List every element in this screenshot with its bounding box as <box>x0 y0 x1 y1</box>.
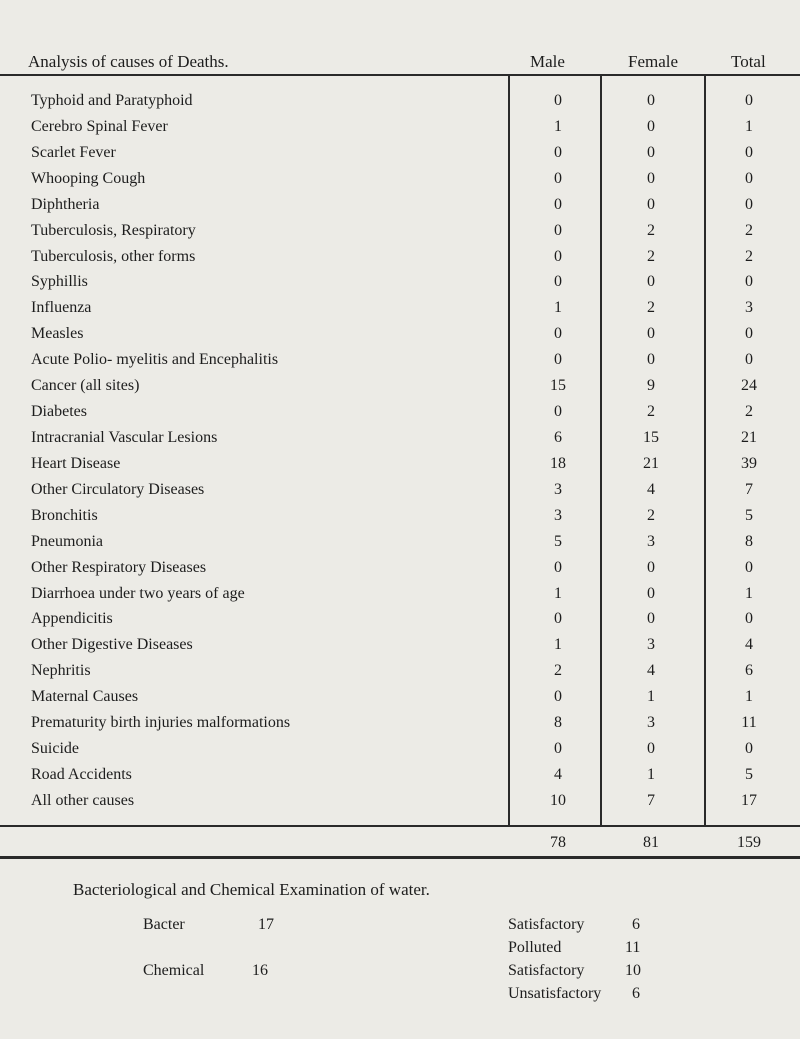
female-count: 2 <box>647 506 655 524</box>
cause-label: Tuberculosis, other forms <box>31 247 196 265</box>
female-count: 0 <box>647 584 655 602</box>
male-count: 0 <box>554 92 562 109</box>
table-row <box>0 533 800 559</box>
cause-label: Other Digestive Diseases <box>31 636 193 654</box>
total-all: 159 <box>737 834 761 851</box>
total-count: 39 <box>741 454 757 472</box>
table-row <box>0 429 800 455</box>
table-row <box>0 273 800 299</box>
table-row <box>0 662 800 688</box>
male-count: 1 <box>554 636 562 654</box>
cause-label: Maternal Causes <box>31 688 139 706</box>
female-count: 0 <box>647 351 655 369</box>
female-count: 2 <box>647 299 655 317</box>
male-count: 0 <box>554 143 562 161</box>
chemical-label: Chemical <box>143 962 205 979</box>
table-row <box>0 248 800 274</box>
total-count: 0 <box>745 325 753 343</box>
total-count: 2 <box>745 221 753 239</box>
table-row <box>0 92 800 118</box>
table-row <box>0 559 800 585</box>
total-count: 7 <box>745 480 753 498</box>
male-count: 3 <box>554 480 562 498</box>
total-female: 81 <box>643 834 659 851</box>
cause-label: Syphillis <box>31 273 88 291</box>
total-count: 0 <box>745 740 753 758</box>
cause-label: Measles <box>31 325 84 343</box>
total-count: 5 <box>745 765 753 783</box>
cause-label: Road Accidents <box>31 765 132 783</box>
male-count: 0 <box>554 351 562 369</box>
cause-label: Tuberculosis, Respiratory <box>31 221 196 239</box>
male-count: 6 <box>554 428 562 446</box>
table-row <box>0 610 800 636</box>
cause-label: Suicide <box>31 740 79 758</box>
result-label: Unsatisfactory <box>508 985 602 1002</box>
cause-label: Prematurity birth injuries malformations <box>31 714 291 732</box>
male-count: 0 <box>554 273 562 291</box>
male-count: 1 <box>554 299 562 317</box>
table-row <box>0 455 800 481</box>
female-count: 0 <box>647 610 655 628</box>
cause-label: Cancer (all sites) <box>31 377 140 395</box>
table-row <box>0 377 800 403</box>
bacter-count: 17 <box>258 916 274 933</box>
table-row <box>0 481 800 507</box>
table-row <box>0 144 800 170</box>
table-row <box>0 196 800 222</box>
female-count: 0 <box>647 117 655 135</box>
result-label: Satisfactory <box>508 962 585 979</box>
cause-label: Diphtheria <box>31 195 100 213</box>
result-count: 6 <box>632 985 640 1002</box>
male-count: 3 <box>554 506 562 524</box>
cause-label: Pneumonia <box>31 532 103 550</box>
total-count: 0 <box>745 169 753 187</box>
total-count: 0 <box>745 610 753 628</box>
column-header-male: Male <box>530 52 565 71</box>
total-count: 8 <box>745 532 753 550</box>
male-count: 0 <box>554 247 562 265</box>
cause-label: Cerebro Spinal Fever <box>31 117 168 135</box>
header-rule <box>0 74 800 76</box>
table-row <box>0 325 800 351</box>
female-count: 7 <box>647 791 655 809</box>
bacter-label: Bacter <box>143 916 185 933</box>
female-count: 0 <box>647 92 655 109</box>
total-count: 1 <box>745 117 753 135</box>
female-count: 3 <box>647 636 655 654</box>
column-header-female: Female <box>628 52 679 71</box>
female-count: 0 <box>647 195 655 213</box>
total-count: 1 <box>745 688 753 706</box>
female-count: 9 <box>647 377 655 395</box>
bottom-rule <box>0 856 800 859</box>
male-count: 2 <box>554 662 562 680</box>
table-row <box>0 766 800 792</box>
male-count: 10 <box>550 791 566 809</box>
cause-label: Typhoid and Paratyphoid <box>31 92 193 109</box>
total-male: 78 <box>550 834 566 851</box>
cause-label: Nephritis <box>31 662 91 680</box>
female-count: 2 <box>647 247 655 265</box>
chemical-count: 16 <box>252 962 268 979</box>
result-count: 11 <box>625 939 641 956</box>
male-count: 15 <box>550 377 566 395</box>
male-count: 18 <box>550 454 566 472</box>
female-count: 21 <box>643 454 659 472</box>
table-row <box>0 714 800 740</box>
female-count: 0 <box>647 740 655 758</box>
cause-label: Other Respiratory Diseases <box>31 558 207 576</box>
table-row <box>0 740 800 766</box>
total-count: 6 <box>745 662 753 680</box>
total-count: 0 <box>745 92 753 109</box>
cause-label: Acute Polio- myelitis and Encephalitis <box>31 351 279 369</box>
male-count: 0 <box>554 740 562 758</box>
total-count: 0 <box>745 558 753 576</box>
table-row <box>0 403 800 429</box>
result-count: 6 <box>632 916 640 933</box>
cause-label: Diabetes <box>31 403 87 421</box>
male-count: 1 <box>554 584 562 602</box>
male-count: 0 <box>554 221 562 239</box>
total-count: 24 <box>741 377 757 395</box>
total-count: 17 <box>741 791 757 809</box>
male-count: 0 <box>554 688 562 706</box>
column-header-total: Total <box>731 52 766 71</box>
male-count: 0 <box>554 195 562 213</box>
male-count: 0 <box>554 403 562 421</box>
table-title: Analysis of causes of Deaths. <box>28 52 229 71</box>
table-row <box>0 170 800 196</box>
cause-label: Whooping Cough <box>31 169 146 187</box>
female-count: 0 <box>647 169 655 187</box>
table-row <box>0 118 800 144</box>
table-row <box>0 351 800 377</box>
result-label: Polluted <box>508 939 562 956</box>
cause-label: Other Circulatory Diseases <box>31 480 205 498</box>
result-label: Satisfactory <box>508 916 585 933</box>
total-count: 0 <box>745 273 753 291</box>
total-count: 0 <box>745 195 753 213</box>
total-count: 1 <box>745 584 753 602</box>
female-count: 1 <box>647 765 655 783</box>
total-count: 11 <box>741 714 757 732</box>
table-row <box>0 688 800 714</box>
male-count: 5 <box>554 532 562 550</box>
total-count: 3 <box>745 299 753 317</box>
total-count: 5 <box>745 506 753 524</box>
total-count: 0 <box>745 351 753 369</box>
cause-label: Intracranial Vascular Lesions <box>31 428 218 446</box>
female-count: 2 <box>647 221 655 239</box>
female-count: 0 <box>647 325 655 343</box>
female-count: 0 <box>647 273 655 291</box>
totals-rule <box>0 825 800 827</box>
total-count: 2 <box>745 247 753 265</box>
male-count: 0 <box>554 169 562 187</box>
female-count: 0 <box>647 558 655 576</box>
female-count: 0 <box>647 143 655 161</box>
male-count: 0 <box>554 610 562 628</box>
table-row <box>0 507 800 533</box>
male-count: 0 <box>554 325 562 343</box>
table-row <box>0 222 800 248</box>
cause-label: Scarlet Fever <box>31 143 116 161</box>
female-count: 4 <box>647 662 655 680</box>
causes-table <box>0 92 800 818</box>
male-count: 8 <box>554 714 562 732</box>
cause-label: Diarrhoea under two years of age <box>31 584 245 602</box>
water-section-title: Bacteriological and Chemical Examination of water. <box>73 880 430 899</box>
female-count: 2 <box>647 403 655 421</box>
cause-label: Appendicitis <box>31 610 113 628</box>
table-row <box>0 299 800 325</box>
female-count: 15 <box>643 428 659 446</box>
total-count: 4 <box>745 636 753 654</box>
table-row <box>0 792 800 818</box>
cause-label: Influenza <box>31 299 92 317</box>
male-count: 1 <box>554 117 562 135</box>
cause-label: All other causes <box>31 791 135 809</box>
total-count: 21 <box>741 428 757 446</box>
female-count: 1 <box>647 688 655 706</box>
female-count: 3 <box>647 532 655 550</box>
result-count: 10 <box>625 962 641 979</box>
female-count: 3 <box>647 714 655 732</box>
table-row <box>0 636 800 662</box>
cause-label: Heart Disease <box>31 454 121 472</box>
total-count: 0 <box>745 143 753 161</box>
male-count: 0 <box>554 558 562 576</box>
male-count: 4 <box>554 765 562 783</box>
female-count: 4 <box>647 480 655 498</box>
table-row <box>0 585 800 611</box>
cause-label: Bronchitis <box>31 506 98 524</box>
total-count: 2 <box>745 403 753 421</box>
